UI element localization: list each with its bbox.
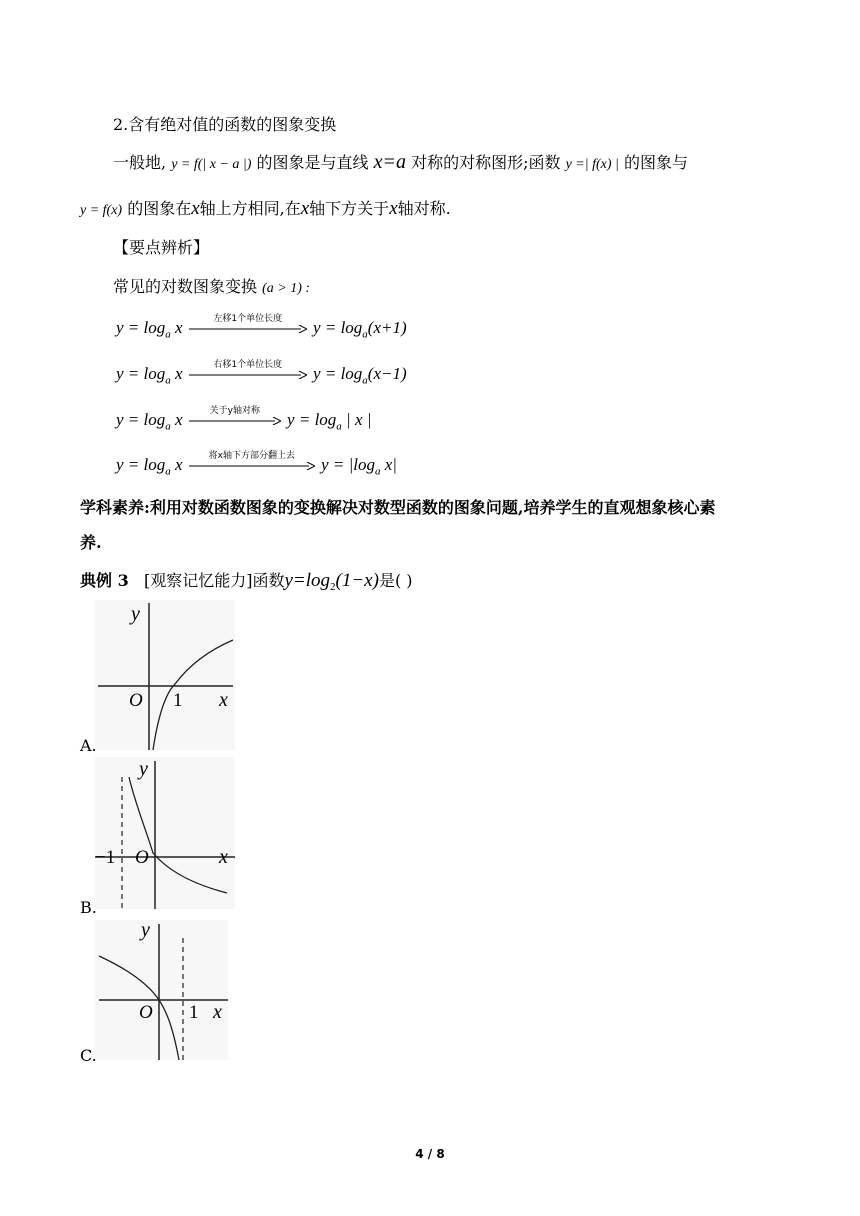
example-formula-base: 2 — [330, 581, 336, 594]
option-c-graph — [95, 920, 228, 1060]
para1-text-c: 对称的对称图形;函数 — [411, 153, 561, 172]
transform-lhs: y = log — [116, 364, 166, 383]
paragraph-line-2 — [80, 196, 451, 220]
transform-lhs-arg: x — [170, 364, 183, 383]
para2-text-a: 的图象在 — [127, 199, 192, 218]
transform-rhs-arg: | x | — [341, 410, 372, 429]
transform-rhs-base: a — [374, 465, 381, 478]
option-b-svg — [95, 757, 235, 909]
transform-lhs: y = log — [116, 455, 166, 474]
option-a-origin-label: O — [129, 690, 143, 711]
transform-lhs-base: a — [165, 420, 171, 433]
para1-equation: x=a — [373, 151, 406, 173]
para2-formula: y = f(x) — [80, 203, 123, 218]
transform-rhs-arg: x| — [380, 455, 397, 474]
option-c-origin-label: O — [139, 1002, 153, 1023]
para2-text-d: 轴对称. — [397, 199, 451, 218]
option-a-y-label: y — [131, 603, 140, 625]
option-b-tick-label: −1 — [95, 847, 116, 868]
transform-lhs-base: a — [165, 374, 171, 387]
keypoint-intro-text: 常见的对数图象变换 — [113, 277, 258, 296]
transform-rhs-base: a — [362, 374, 368, 387]
option-a-tick-label: 1 — [173, 690, 183, 711]
transform-arrow — [189, 406, 281, 430]
transform-rhs: y = log — [313, 364, 363, 383]
para1-formula-2: y =| f(x) | — [565, 157, 619, 172]
transform-lhs-arg: x — [170, 318, 183, 337]
paragraph-line-1 — [113, 150, 688, 174]
literacy-line-2: 养. — [80, 533, 102, 552]
option-c-x-label: x — [213, 1001, 222, 1023]
para1-text-d: 的图象与 — [623, 153, 688, 172]
transform-arrow-label: 左移1个单位长度 — [213, 314, 283, 325]
example-formula-arg: (1−x) — [335, 570, 379, 591]
transform-arrow — [189, 451, 315, 475]
option-a-graph — [95, 600, 235, 750]
transform-lhs: y = log — [116, 410, 166, 429]
transform-rhs-arg: (x+1) — [367, 318, 407, 337]
option-c-svg — [95, 920, 228, 1060]
option-a-x-label: x — [219, 689, 228, 711]
section-heading: 2.含有绝对值的函数的图象变换 — [113, 115, 337, 134]
transform-row — [116, 406, 372, 433]
keypoint-condition: (a > 1) : — [262, 281, 311, 296]
transform-lhs: y = log — [116, 318, 166, 337]
para1-text-b: 的图象是与直线 — [256, 153, 369, 172]
option-b-origin-label: O — [135, 847, 149, 868]
transform-lhs-arg: x — [170, 410, 183, 429]
transform-rhs: y = log — [313, 318, 363, 337]
transform-lhs-base: a — [165, 465, 171, 478]
page-number: 4 / 8 — [415, 1147, 445, 1161]
transform-rhs: y = log — [287, 410, 337, 429]
transform-row — [116, 451, 397, 478]
transform-row — [116, 314, 407, 341]
transform-arrow — [189, 314, 307, 338]
example-tag: [观察记忆能力]函数 — [143, 571, 285, 590]
transform-lhs-arg: x — [170, 455, 183, 474]
example-formula: y=log — [284, 570, 331, 591]
option-a-svg — [95, 600, 235, 750]
option-b-x-label: x — [219, 846, 228, 868]
para2-x-1: x — [191, 198, 200, 219]
transform-rhs-base: a — [362, 328, 368, 341]
option-c-y-label: y — [141, 920, 150, 941]
option-a-letter: A. — [80, 736, 97, 755]
transform-arrow-label: 将x轴下方部分翻上去 — [208, 451, 295, 462]
para2-text-c: 轴下方关于 — [309, 199, 390, 218]
para1-text-a: 一般地, — [113, 153, 167, 172]
transform-rhs-arg: (x−1) — [367, 364, 407, 383]
keypoint-title: 【要点辨析】 — [113, 238, 210, 257]
keypoint-intro — [113, 274, 310, 297]
transform-lhs-base: a — [165, 328, 171, 341]
example-tail: 是( ) — [378, 571, 413, 590]
example-label: 典例 3 — [80, 571, 129, 590]
transform-arrow — [189, 360, 307, 384]
transform-arrow-label: 关于y轴对称 — [209, 406, 260, 417]
option-b-graph — [95, 757, 235, 909]
option-b-letter: B. — [80, 898, 97, 917]
para1-formula-1: y = f(| x − a |) — [171, 157, 252, 172]
para2-x-2: x — [300, 198, 310, 219]
transform-rhs-base: a — [336, 420, 342, 433]
para2-text-b: 轴上方相同,在 — [199, 199, 301, 218]
literacy-line-1: 学科素养:利用对数函数图象的变换解决对数型函数的图象问题,培养学生的直观想象核心素 — [80, 498, 716, 517]
transform-arrow-label: 右移1个单位长度 — [213, 360, 283, 371]
para2-x-3: x — [389, 198, 398, 219]
option-c-tick-label: 1 — [189, 1002, 199, 1023]
option-c-letter: C. — [80, 1046, 97, 1065]
example-line — [80, 568, 413, 593]
transform-row — [116, 360, 407, 387]
option-b-y-label: y — [139, 758, 148, 780]
transform-rhs: y = |log — [321, 455, 375, 474]
